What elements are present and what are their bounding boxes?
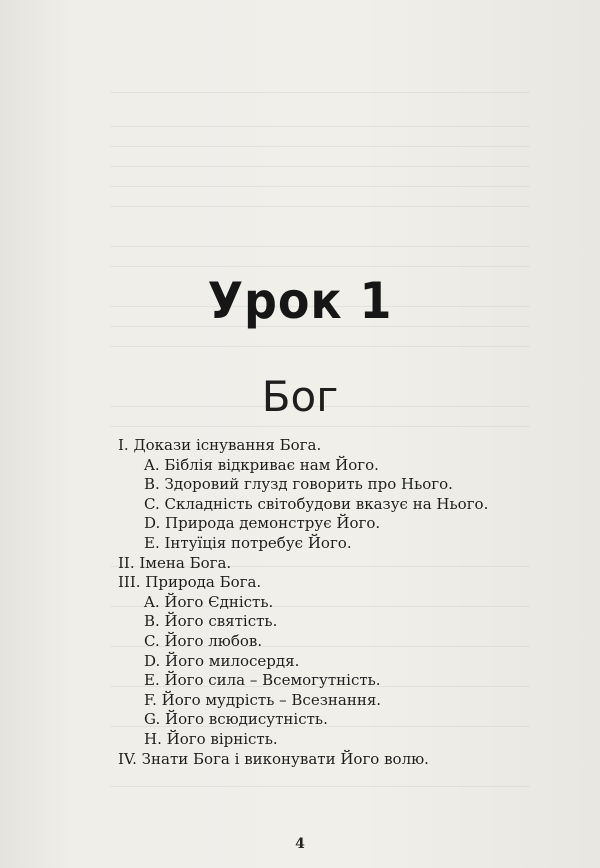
outline-subitem: H. Його вірність. [144,729,278,748]
outline-subitem: E. Інтуїція потребує Його. [144,533,352,552]
outline-subitem: A. Біблія відкриває нам Його. [144,455,379,474]
outline-subitem: F. Його мудрість – Всезнання. [144,690,382,709]
outline-section: II. Імена Бога. [118,553,232,572]
outline-subitem: E. Його сила – Всемогутність. [144,671,381,690]
lesson-outline [118,436,488,769]
outline-subitem: C. Складність світобудови вказує на Нього. [144,494,489,513]
lesson-title: Урок 1 [207,272,393,330]
outline-subitem: C. Його любов. [144,631,263,650]
outline-section: IV. Знати Бога і виконувати Його волю. [118,749,429,768]
outline-subitem: D. Природа демонструє Його. [144,514,381,533]
outline-section: I. Докази існування Бога. [118,436,322,454]
outline-subitem: B. Його святість. [144,612,278,631]
outline-subitem: G. Його всюдисутність. [144,710,328,729]
outline-section: III. Природа Бога. [118,573,262,592]
lesson-subject: Бог [261,372,339,421]
outline-subitem: B. Здоровий глузд говорить про Нього. [144,475,453,494]
outline-subitem: A. Його Єдність. [144,592,274,611]
outline-subitem: D. Його милосердя. [144,651,300,670]
page-number: 4 [295,836,305,852]
